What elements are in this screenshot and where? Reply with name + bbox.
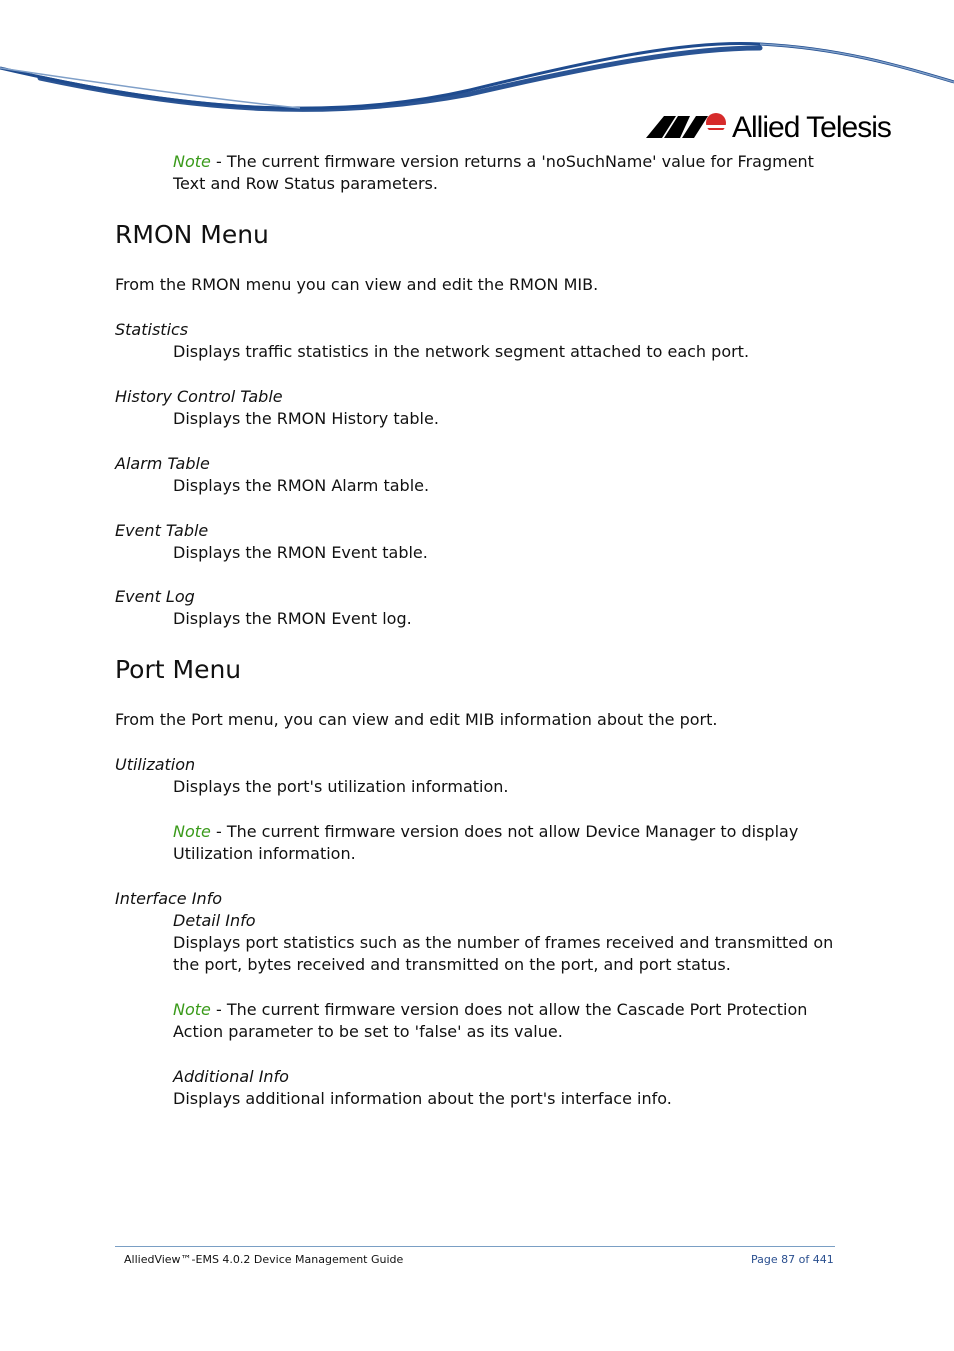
port-intro: From the Port menu, you can view and edit MIB information about the port. bbox=[115, 710, 718, 729]
port-term-additional-info: Additional Info bbox=[173, 1067, 289, 1086]
port-heading: Port Menu bbox=[115, 655, 242, 684]
logo-mark-icon bbox=[646, 108, 730, 148]
interface-note-line2: Action parameter to be set to 'false' as its value. bbox=[173, 1022, 563, 1041]
footer-divider bbox=[115, 1246, 835, 1247]
note-text: - The current firmware version does not allow Device Manager to display bbox=[210, 822, 799, 841]
footer-doc-title: AlliedView™-EMS 4.0.2 Device Management Guide bbox=[124, 1253, 404, 1266]
note-text: - The current firmware version does not allow the Cascade Port Protection bbox=[210, 1000, 808, 1019]
rmon-term-alarm: Alarm Table bbox=[115, 454, 210, 473]
port-desc-additional-info: Displays additional information about the port's interface info. bbox=[173, 1089, 672, 1108]
rmon-term-event-table: Event Table bbox=[115, 521, 209, 540]
allied-telesis-logo bbox=[646, 108, 906, 148]
port-term-detail-info: Detail Info bbox=[173, 911, 256, 930]
rmon-desc-event-table: Displays the RMON Event table. bbox=[173, 543, 428, 562]
port-desc-detail-line1: Displays port statistics such as the number of frames received and transmitted on bbox=[173, 933, 834, 952]
utilization-note bbox=[173, 821, 798, 843]
top-note bbox=[173, 151, 814, 173]
rmon-term-history: History Control Table bbox=[115, 387, 283, 406]
port-term-interface-info: Interface Info bbox=[115, 889, 222, 908]
rmon-heading: RMON Menu bbox=[115, 220, 269, 249]
rmon-desc-statistics: Displays traffic statistics in the network segment attached to each port. bbox=[173, 342, 750, 361]
top-note-line2: Text and Row Status parameters. bbox=[173, 174, 438, 193]
rmon-desc-alarm: Displays the RMON Alarm table. bbox=[173, 476, 430, 495]
rmon-intro: From the RMON menu you can view and edit the RMON MIB. bbox=[115, 275, 599, 294]
note-label: Note bbox=[173, 1000, 211, 1019]
logo-wordmark: Allied Telesis bbox=[732, 111, 891, 144]
note-text: - The current firmware version returns a 'noSuchName' value for Fragment bbox=[210, 152, 814, 171]
footer-page-number: Page 87 of 441 bbox=[751, 1253, 834, 1266]
note-label: Note bbox=[173, 152, 211, 171]
rmon-desc-history: Displays the RMON History table. bbox=[173, 409, 439, 428]
port-desc-utilization: Displays the port's utilization information. bbox=[173, 777, 509, 796]
port-desc-detail-line2: the port, bytes received and transmitted on the port, and port status. bbox=[173, 955, 731, 974]
rmon-term-statistics: Statistics bbox=[115, 320, 189, 339]
utilization-note-line2: Utilization information. bbox=[173, 844, 356, 863]
rmon-term-event-log: Event Log bbox=[115, 587, 195, 606]
port-term-utilization: Utilization bbox=[115, 755, 196, 774]
interface-note bbox=[173, 999, 807, 1021]
rmon-desc-event-log: Displays the RMON Event log. bbox=[173, 609, 412, 628]
note-label: Note bbox=[173, 822, 211, 841]
